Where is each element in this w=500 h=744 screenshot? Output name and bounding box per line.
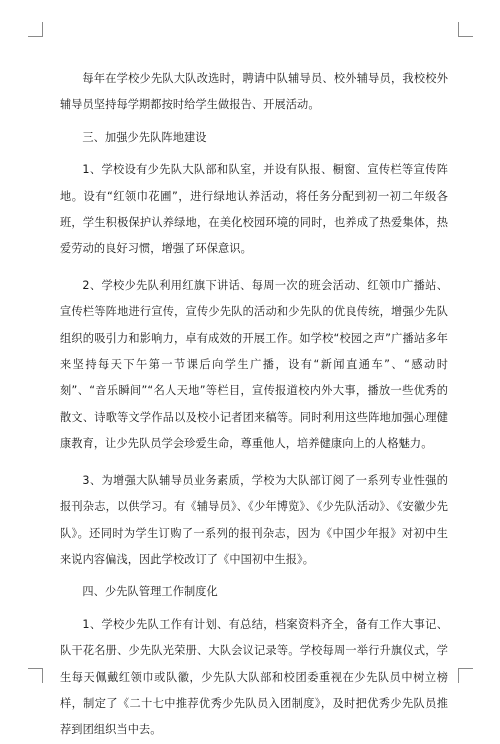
crop-mark-bottom-left bbox=[28, 668, 43, 683]
paragraph-outside-counselors: 每年在学校少先队大队改选时，聘请中队辅导员、校外辅导员，我校校外辅导员坚持每学期都按时给学生做报告、开展活动。 bbox=[60, 72, 448, 112]
section-heading-management: 四、少先队管理工作制度化 bbox=[82, 585, 218, 599]
paragraph-brigade-room: 1、学校设有少先队大队部和队室，并设有队报、橱窗、宣传栏等宣传阵地。设有“红领巾花圃”，进行绿地认养活动，将任务分配到初一初二年级各班，学生积极保护认养绿地，在美化校园环境的同时，也养成了热爱集体，热爱劳动的良好习惯，增强了环保意识。 bbox=[60, 163, 448, 256]
crop-mark-top-left bbox=[28, 22, 43, 37]
paragraph-periodicals: 3、为增强大队辅导员业务素质，学校为大队部订阅了一系列专业性强的报刊杂志，以供学习。有《辅导员》、《少年博览》、《少先队活动》、《安徽少先队》。还同时为学生订购了一系列的报刊杂志，因为《中国少年报》对初中生来说内容偏浅，因此学校改订了《中国初中生报》。 bbox=[60, 473, 448, 566]
paragraph-publicity: 2、学校少先队利用红旗下讲话、每周一次的班会活动、红领巾广播站、宣传栏等阵地进行宣传，宣传少先队的活动和少先队的优良传统，增强少先队组织的吸引力和影响力，卓有成效的开展工作。如学校“校园之声”广播站多年来坚持每天下午第一节课后向学生广播，设有“新闻直通车”、“感动时刻”、“音乐瞬间”“名人天地”等栏目，宣传报道校内外大事，播放一些优秀的散文、诗歌等文学作品以及校小记者团来稿等。同时利用这些阵地加强心理健康教育，让少先队员学会珍爱生命，尊重他人，培养健康向上的人格魅力。 bbox=[60, 278, 448, 451]
paragraph-records: 1、学校少先队工作有计划、有总结，档案资料齐全，备有工作大事记、队干花名册、少先队光荣册、大队会议记录等。学校每周一举行升旗仪式，学生每天佩戴红领巾或队徽，少先队大队部和校团委重视在少先队员中树立榜样，制定了《二十七中推荐优秀少先队员入团制度》，及时把优秀少先队员推荐到团组织当中去。 bbox=[60, 617, 448, 737]
section-heading-positions: 三、加强少先队阵地建设 bbox=[82, 130, 207, 144]
crop-mark-bottom-right bbox=[458, 668, 473, 683]
crop-mark-top-right bbox=[458, 22, 473, 37]
document-body bbox=[60, 66, 448, 744]
